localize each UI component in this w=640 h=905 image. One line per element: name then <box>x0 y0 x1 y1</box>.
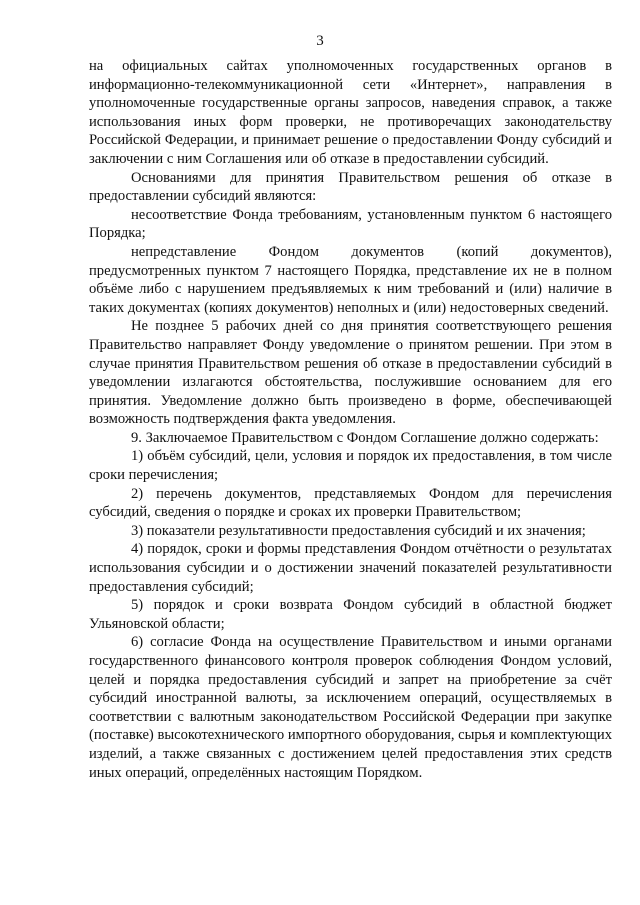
list-item-1: 1) объём субсидий, цели, условия и порядок их предоставления, в том числе сроки перечисления; <box>89 448 612 484</box>
list-item-3: 3) показатели результативности предоставления субсидий и их значения; <box>131 522 586 539</box>
list-item-6: 6) согласие Фонда на осуществление Правительством и иными органами государственного финансового контроля проверок соблюдения Фондом условий, целей и порядка предоставления субсидий и запрет на приобретение за счёт субсидий иностранной валюты, за исключением операций, осуществляемых в соответствии с валютным законодательством Российской Федерации при закупке (поставке) высокотехнического импортного оборудования, сырья и комплектующих изделий, а также связанных с достижением целей предоставления этих средств иных операций, определённых настоящим Порядком. <box>89 634 613 781</box>
paragraph-verification-continuation: на официальных сайтах уполномоченных государственных органов в информационно-телекоммуникационной сети «Интернет», направления в уполномоченные государственные органы запросов, наведения справок, а также использования иных форм проверки, не противоречащих законодательству Российской Федерации, и принимает решение о предоставлении Фонду субсидий и заключении с ним Соглашения или об отказе в предоставлении субсидий. <box>89 58 612 167</box>
paragraph-refusal-grounds-intro: Основаниями для принятия Правительством решения об отказе в предоставлении субсидий являются: <box>89 169 612 205</box>
paragraph-agreement-contents: 9. Заключаемое Правительством с Фондом Соглашение должно содержать: <box>131 429 599 446</box>
list-item-5: 5) порядок и сроки возврата Фондом субсидий в областной бюджет Ульяновской области; <box>89 597 612 632</box>
paragraph-refusal-ground-noncompliance: несоответствие Фонда требованиям, установленным пунктом 6 настоящего Порядка; <box>89 206 612 242</box>
document-body <box>89 57 612 782</box>
paragraph-refusal-ground-documents: непредставление Фондом документов (копий документов), предусмотренных пунктом 7 настоящего Порядка, представление их не в полном объёме либо с нарушением предъявляемых к ним требований и (или) наличие в таких документах (копиях документов) неполных и (или) недостоверных сведений. <box>89 243 612 316</box>
list-item-4: 4) порядок, сроки и формы представления Фондом отчётности о результатах использования субсидии и о достижении значений показателей результативности предоставления субсидий; <box>89 541 612 595</box>
page-number: 3 <box>316 33 324 49</box>
paragraph-notification: Не позднее 5 рабочих дней со дня принятия соответствующего решения Правительство направляет Фонду уведомление о принятом решении. При этом в случае принятия Правительством решения об отказе в предоставлении субсидий в уведомлении излагаются обстоятельства, послужившие основанием для его принятия. Уведомление должно быть произведено в форме, обеспечивающей возможность подтверждения факта уведомления. <box>89 318 612 428</box>
list-item-2: 2) перечень документов, представляемых Фондом для перечисления субсидий, сведения о порядке и сроках их проверки Правительством; <box>89 485 612 521</box>
